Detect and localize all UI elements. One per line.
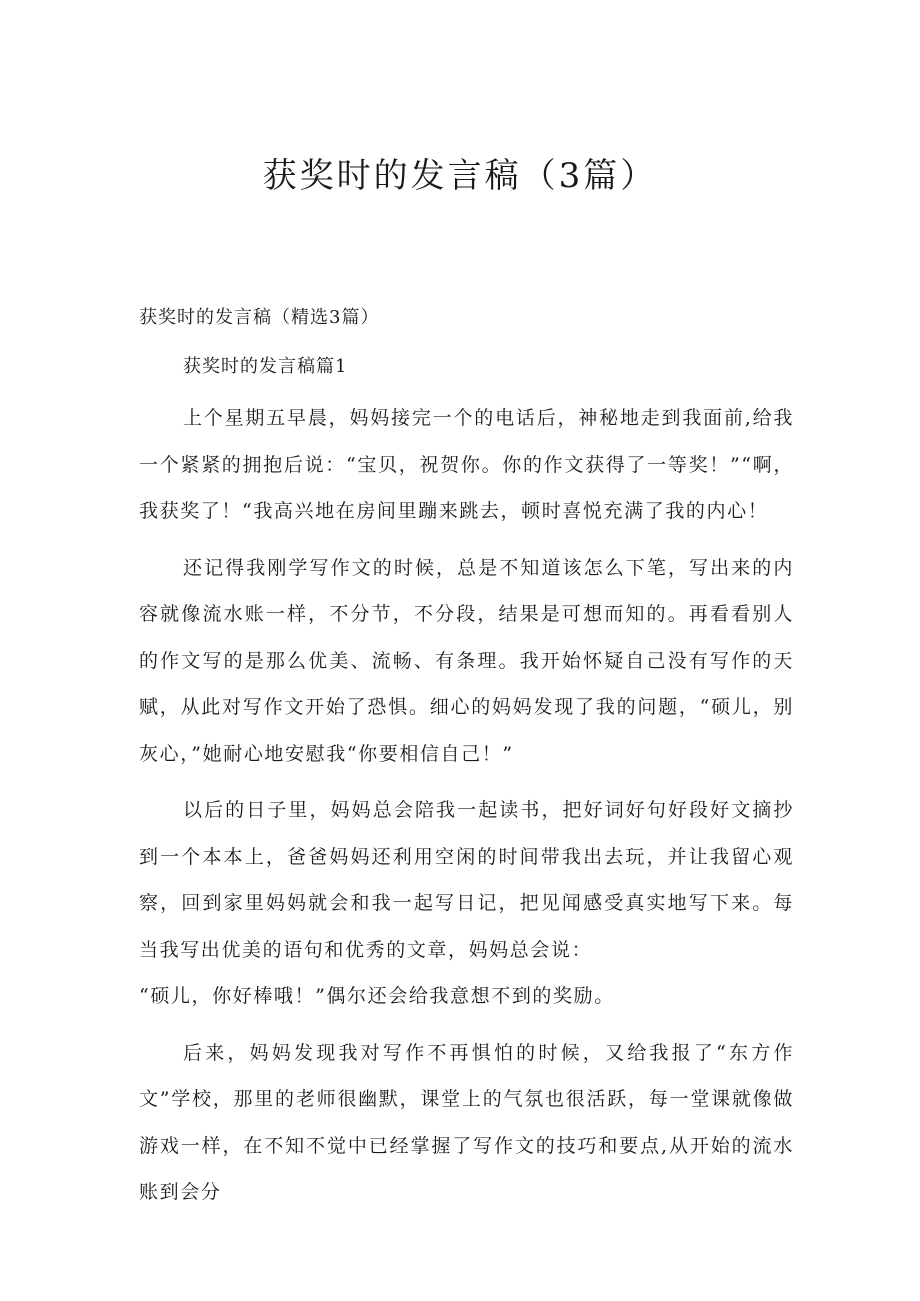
body-text — [139, 395, 794, 1226]
document-title: 获奖时的发言稿（3篇） — [262, 156, 658, 196]
paragraph-4: “硕儿，你好棒哦！”偶尔还会给我意想不到的奖励。 — [139, 985, 615, 1007]
paragraph-1: 上个星期五早晨，妈妈接完一个的电话后，神秘地走到我面前,给我一个紧紧的拥抱后说：“宝贝，祝贺你。你的作文获得了一等奖！”“啊，我获奖了！“我高兴地在房间里蹦来跳去，顿时喜悦充满了我的内心！ — [139, 407, 794, 522]
section-heading: 获奖时的发言稿篇1 — [183, 356, 348, 377]
document-subtitle: 获奖时的发言稿（精选3篇） — [139, 307, 380, 328]
paragraph-5: 后来，妈妈发现我对写作不再惧怕的时候，又给我报了“东方作文”学校，那里的老师很幽默，课堂上的气氛也很活跃，每一堂课就像做游戏一样，在不知不觉中已经掌握了写作文的技巧和要点,从开始的流水账到会分 — [139, 1041, 794, 1203]
paragraph-2: 还记得我刚学写作文的时候，总是不知道该怎么下笔，写出来的内容就像流水账一样，不分节，不分段，结果是可想而知的。再看看别人的作文写的是那么优美、流畅、有条理。我开始怀疑自己没有写作的天赋，从此对写作文开始了恐惧。细心的妈妈发现了我的问题，“硕儿，别灰心，”她耐心地安慰我“你要相信自己！” — [139, 556, 794, 765]
paragraph-3: 以后的日子里，妈妈总会陪我一起读书，把好词好句好段好文摘抄到一个本本上，爸爸妈妈还利用空闲的时间带我出去玩，并让我留心观察，回到家里妈妈就会和我一起写日记，把见闻感受真实地写下来。每当我写出优美的语句和优秀的文章，妈妈总会说： — [139, 799, 794, 961]
